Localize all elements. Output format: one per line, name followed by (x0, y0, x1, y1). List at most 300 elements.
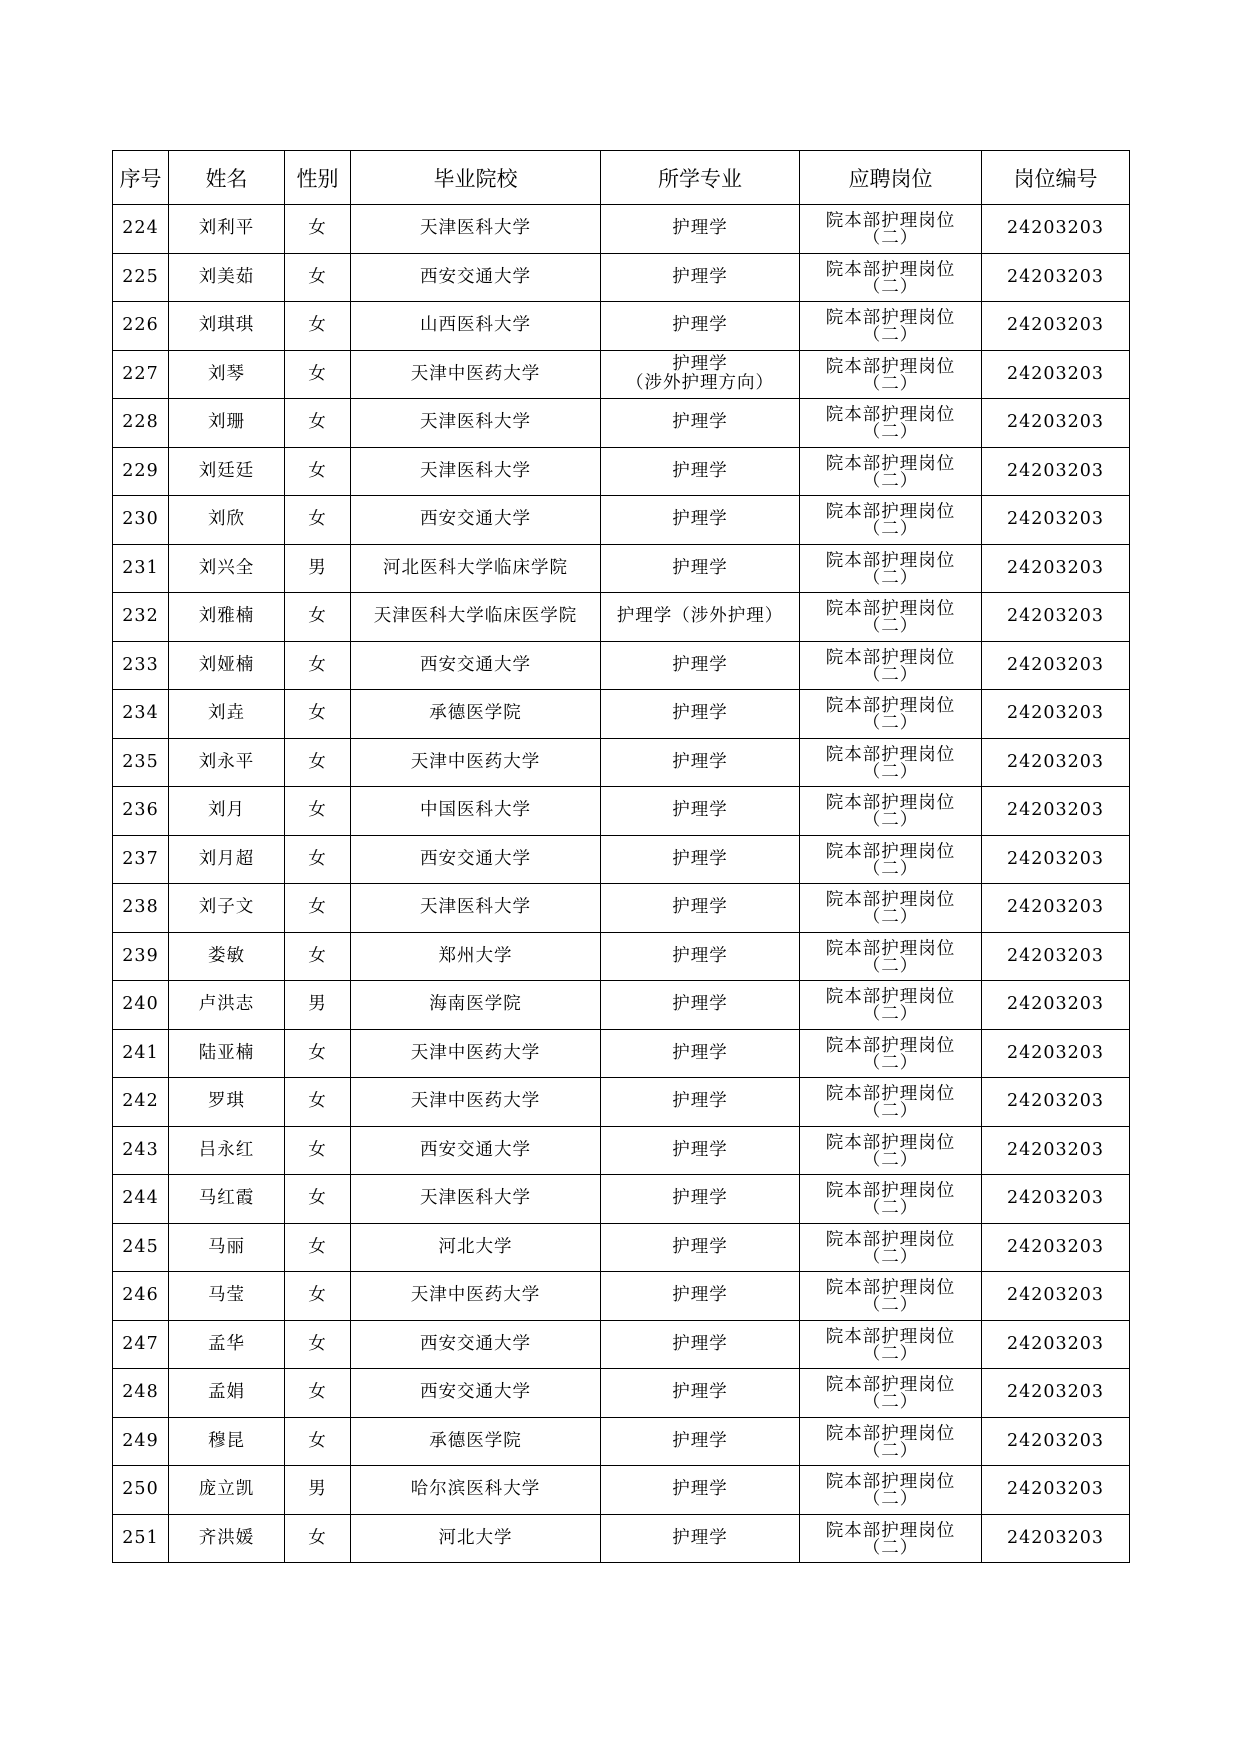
table-row (113, 787, 1130, 836)
cell-post (800, 1369, 982, 1418)
cell-major (601, 593, 800, 642)
table-row (113, 835, 1130, 884)
cell-serial-no: 231 (113, 544, 169, 593)
cell-school: 西安交通大学 (351, 253, 601, 302)
cell-serial-no: 225 (113, 253, 169, 302)
major-text: 护理学 (672, 354, 728, 375)
cell-post-code: 24203203 (982, 1466, 1130, 1515)
table-row (113, 593, 1130, 642)
cell-gender: 女 (285, 1417, 351, 1466)
cell-post-code: 24203203 (982, 1369, 1130, 1418)
post-text-line1: 院本部护理岗位 (825, 696, 956, 717)
cell-post (800, 1320, 982, 1369)
cell-school: 西安交通大学 (351, 496, 601, 545)
header-post: 应聘岗位 (800, 151, 982, 205)
cell-school: 天津中医药大学 (351, 350, 601, 399)
cell-school: 郑州大学 (351, 932, 601, 981)
major-text-line2: （涉外护理方向） (626, 373, 774, 394)
post-text-line2: （二） (862, 1004, 919, 1025)
cell-name: 陆亚楠 (169, 1029, 285, 1078)
post-text-line2: （二） (862, 422, 919, 443)
cell-major (601, 1466, 800, 1515)
cell-serial-no: 247 (113, 1320, 169, 1369)
table-row (113, 884, 1130, 933)
cell-major (601, 302, 800, 351)
cell-serial-no: 235 (113, 738, 169, 787)
major-text: 护理学 (672, 1382, 728, 1403)
post-text-line1: 院本部护理岗位 (825, 405, 956, 426)
cell-gender: 女 (285, 1272, 351, 1321)
cell-post (800, 932, 982, 981)
cell-name: 马莹 (169, 1272, 285, 1321)
table-row (113, 350, 1130, 399)
table-row (113, 205, 1130, 254)
cell-major (601, 1078, 800, 1127)
cell-major (601, 1223, 800, 1272)
header-row (113, 151, 1130, 205)
cell-school: 承德医学院 (351, 690, 601, 739)
cell-school: 西安交通大学 (351, 835, 601, 884)
cell-major (601, 884, 800, 933)
cell-school: 承德医学院 (351, 1417, 601, 1466)
cell-post-code: 24203203 (982, 1320, 1130, 1369)
post-text-line2: （二） (862, 907, 919, 928)
cell-post (800, 835, 982, 884)
cell-name: 庞立凯 (169, 1466, 285, 1515)
post-text-line1: 院本部护理岗位 (825, 1229, 956, 1250)
major-text: 护理学 (672, 897, 728, 918)
major-text: 护理学 (672, 1479, 728, 1500)
cell-major (601, 350, 800, 399)
cell-gender: 女 (285, 1320, 351, 1369)
cell-gender: 女 (285, 690, 351, 739)
cell-post-code: 24203203 (982, 932, 1130, 981)
table-row (113, 496, 1130, 545)
cell-gender: 女 (285, 1175, 351, 1224)
post-text-line2: （二） (862, 276, 919, 297)
cell-major (601, 1514, 800, 1563)
post-text-line2: （二） (862, 955, 919, 976)
cell-major (601, 787, 800, 836)
cell-name: 刘琴 (169, 350, 285, 399)
major-text: 护理学 (672, 1188, 728, 1209)
post-text-line2: （二） (862, 1295, 919, 1316)
cell-major (601, 205, 800, 254)
cell-gender: 女 (285, 205, 351, 254)
post-text-line1: 院本部护理岗位 (825, 356, 956, 377)
cell-school: 天津医科大学 (351, 1175, 601, 1224)
post-text-line2: （二） (862, 1149, 919, 1170)
cell-serial-no: 248 (113, 1369, 169, 1418)
cell-name: 刘永平 (169, 738, 285, 787)
header-serial-no: 序号 (113, 151, 169, 205)
post-text-line1: 院本部护理岗位 (825, 308, 956, 329)
cell-serial-no: 224 (113, 205, 169, 254)
table-header (113, 151, 1130, 205)
cell-school: 河北大学 (351, 1223, 601, 1272)
post-text-line2: （二） (862, 1343, 919, 1364)
major-text: 护理学 (672, 703, 728, 724)
post-text-line1: 院本部护理岗位 (825, 211, 956, 232)
table-row (113, 1514, 1130, 1563)
cell-name: 马丽 (169, 1223, 285, 1272)
post-text-line1: 院本部护理岗位 (825, 987, 956, 1008)
cell-school: 天津医科大学 (351, 447, 601, 496)
cell-name: 娄敏 (169, 932, 285, 981)
post-text-line2: （二） (862, 616, 919, 637)
cell-post-code: 24203203 (982, 350, 1130, 399)
post-text-line2: （二） (862, 373, 919, 394)
cell-serial-no: 244 (113, 1175, 169, 1224)
post-text-line2: （二） (862, 1198, 919, 1219)
post-text-line1: 院本部护理岗位 (825, 599, 956, 620)
cell-serial-no: 230 (113, 496, 169, 545)
post-text-line2: （二） (862, 858, 919, 879)
cell-school: 哈尔滨医科大学 (351, 1466, 601, 1515)
cell-major (601, 399, 800, 448)
major-text: 护理学 (672, 800, 728, 821)
cell-post-code: 24203203 (982, 884, 1130, 933)
major-text: 护理学 (672, 1285, 728, 1306)
cell-school: 山西医科大学 (351, 302, 601, 351)
table-row (113, 253, 1130, 302)
cell-name: 刘兴全 (169, 544, 285, 593)
cell-gender: 女 (285, 787, 351, 836)
cell-post (800, 981, 982, 1030)
cell-name: 吕永红 (169, 1126, 285, 1175)
cell-name: 刘琪琪 (169, 302, 285, 351)
post-text-line1: 院本部护理岗位 (825, 744, 956, 765)
cell-major (601, 1029, 800, 1078)
cell-post-code: 24203203 (982, 1126, 1130, 1175)
cell-gender: 女 (285, 738, 351, 787)
table-row (113, 1272, 1130, 1321)
cell-name: 穆昆 (169, 1417, 285, 1466)
cell-name: 孟娟 (169, 1369, 285, 1418)
cell-serial-no: 227 (113, 350, 169, 399)
post-text-line2: （二） (862, 567, 919, 588)
cell-serial-no: 239 (113, 932, 169, 981)
cell-name: 刘月 (169, 787, 285, 836)
table-row (113, 447, 1130, 496)
cell-major (601, 253, 800, 302)
cell-post (800, 447, 982, 496)
cell-post-code: 24203203 (982, 1029, 1130, 1078)
post-text-line2: （二） (862, 228, 919, 249)
header-school: 毕业院校 (351, 151, 601, 205)
cell-post (800, 1466, 982, 1515)
cell-post (800, 544, 982, 593)
major-text: 护理学 (672, 266, 728, 287)
cell-post (800, 1514, 982, 1563)
header-gender: 性别 (285, 151, 351, 205)
table-body (113, 205, 1130, 1563)
cell-gender: 女 (285, 302, 351, 351)
post-text-line2: （二） (862, 1440, 919, 1461)
cell-serial-no: 249 (113, 1417, 169, 1466)
post-text-line1: 院本部护理岗位 (825, 1132, 956, 1153)
major-text: 护理学 (672, 1527, 728, 1548)
cell-name: 孟华 (169, 1320, 285, 1369)
cell-major (601, 641, 800, 690)
cell-post-code: 24203203 (982, 1514, 1130, 1563)
cell-post-code: 24203203 (982, 981, 1130, 1030)
cell-serial-no: 229 (113, 447, 169, 496)
table-row (113, 1029, 1130, 1078)
table-row (113, 399, 1130, 448)
cell-school: 西安交通大学 (351, 1126, 601, 1175)
cell-serial-no: 228 (113, 399, 169, 448)
cell-gender: 女 (285, 932, 351, 981)
cell-post-code: 24203203 (982, 447, 1130, 496)
cell-school: 天津医科大学临床医学院 (351, 593, 601, 642)
post-text-line1: 院本部护理岗位 (825, 550, 956, 571)
cell-name: 刘利平 (169, 205, 285, 254)
post-text-line1: 院本部护理岗位 (825, 1472, 956, 1493)
cell-post (800, 1175, 982, 1224)
cell-serial-no: 250 (113, 1466, 169, 1515)
cell-post-code: 24203203 (982, 1417, 1130, 1466)
post-text-line1: 院本部护理岗位 (825, 793, 956, 814)
major-text: 护理学 (672, 412, 728, 433)
cell-serial-no: 236 (113, 787, 169, 836)
cell-post (800, 1417, 982, 1466)
major-text: 护理学 (672, 848, 728, 869)
table-row (113, 981, 1130, 1030)
post-text-line2: （二） (862, 1537, 919, 1558)
cell-post-code: 24203203 (982, 399, 1130, 448)
table-row (113, 1175, 1130, 1224)
cell-serial-no: 246 (113, 1272, 169, 1321)
cell-gender: 女 (285, 253, 351, 302)
cell-school: 天津中医药大学 (351, 1029, 601, 1078)
cell-post (800, 641, 982, 690)
header-post-code: 岗位编号 (982, 151, 1130, 205)
cell-serial-no: 243 (113, 1126, 169, 1175)
cell-gender: 女 (285, 884, 351, 933)
cell-post-code: 24203203 (982, 544, 1130, 593)
post-text-line2: （二） (862, 1052, 919, 1073)
cell-gender: 女 (285, 496, 351, 545)
cell-name: 卢洪志 (169, 981, 285, 1030)
table-row (113, 1466, 1130, 1515)
cell-serial-no: 251 (113, 1514, 169, 1563)
post-text-line2: （二） (862, 713, 919, 734)
cell-name: 刘雅楠 (169, 593, 285, 642)
cell-serial-no: 240 (113, 981, 169, 1030)
cell-school: 天津医科大学 (351, 399, 601, 448)
table-row (113, 1126, 1130, 1175)
cell-post-code: 24203203 (982, 738, 1130, 787)
major-text: 护理学 (672, 1042, 728, 1063)
cell-school: 天津医科大学 (351, 884, 601, 933)
post-text-line2: （二） (862, 664, 919, 685)
cell-major (601, 1272, 800, 1321)
cell-gender: 女 (285, 399, 351, 448)
cell-major (601, 932, 800, 981)
cell-gender: 男 (285, 544, 351, 593)
cell-major (601, 1369, 800, 1418)
cell-major (601, 1417, 800, 1466)
table-row (113, 1369, 1130, 1418)
cell-post-code: 24203203 (982, 1175, 1130, 1224)
cell-school: 西安交通大学 (351, 641, 601, 690)
cell-school: 河北大学 (351, 1514, 601, 1563)
cell-post-code: 24203203 (982, 253, 1130, 302)
cell-post (800, 1223, 982, 1272)
cell-name: 刘月超 (169, 835, 285, 884)
cell-post (800, 1078, 982, 1127)
post-text-line2: （二） (862, 761, 919, 782)
cell-major (601, 447, 800, 496)
major-text: 护理学 (672, 1236, 728, 1257)
post-text-line1: 院本部护理岗位 (825, 1035, 956, 1056)
cell-serial-no: 242 (113, 1078, 169, 1127)
major-text: 护理学 (672, 315, 728, 336)
post-text-line2: （二） (862, 470, 919, 491)
cell-serial-no: 238 (113, 884, 169, 933)
cell-post (800, 593, 982, 642)
major-text: 护理学 (672, 1091, 728, 1112)
major-text: 护理学 (672, 945, 728, 966)
header-major: 所学专业 (601, 151, 800, 205)
cell-post (800, 350, 982, 399)
cell-post-code: 24203203 (982, 835, 1130, 884)
cell-school: 西安交通大学 (351, 1369, 601, 1418)
cell-post-code: 24203203 (982, 1223, 1130, 1272)
post-text-line1: 院本部护理岗位 (825, 841, 956, 862)
cell-major (601, 1126, 800, 1175)
table-row (113, 1417, 1130, 1466)
post-text-line1: 院本部护理岗位 (825, 1084, 956, 1105)
cell-school: 天津医科大学 (351, 205, 601, 254)
table-row (113, 738, 1130, 787)
cell-name: 刘娅楠 (169, 641, 285, 690)
cell-post-code: 24203203 (982, 593, 1130, 642)
cell-name: 刘廷廷 (169, 447, 285, 496)
cell-major (601, 835, 800, 884)
cell-post-code: 24203203 (982, 1272, 1130, 1321)
table-row (113, 932, 1130, 981)
cell-school: 河北医科大学临床学院 (351, 544, 601, 593)
cell-school: 中国医科大学 (351, 787, 601, 836)
cell-name: 齐洪媛 (169, 1514, 285, 1563)
major-text: 护理学 (672, 218, 728, 239)
cell-school: 天津中医药大学 (351, 1272, 601, 1321)
cell-school: 海南医学院 (351, 981, 601, 1030)
table-row (113, 1320, 1130, 1369)
post-text-line1: 院本部护理岗位 (825, 502, 956, 523)
cell-post-code: 24203203 (982, 302, 1130, 351)
cell-school: 天津中医药大学 (351, 1078, 601, 1127)
cell-post (800, 787, 982, 836)
post-text-line1: 院本部护理岗位 (825, 1375, 956, 1396)
major-text: 护理学 (672, 557, 728, 578)
cell-gender: 女 (285, 641, 351, 690)
cell-gender: 女 (285, 1078, 351, 1127)
table-row (113, 641, 1130, 690)
cell-post (800, 302, 982, 351)
post-text-line1: 院本部护理岗位 (825, 453, 956, 474)
cell-major (601, 981, 800, 1030)
post-text-line1: 院本部护理岗位 (825, 890, 956, 911)
major-text: 护理学 (672, 994, 728, 1015)
cell-name: 刘珊 (169, 399, 285, 448)
cell-post (800, 1029, 982, 1078)
cell-name: 刘欣 (169, 496, 285, 545)
cell-gender: 男 (285, 981, 351, 1030)
post-text-line2: （二） (862, 810, 919, 831)
post-text-line2: （二） (862, 519, 919, 540)
major-text: 护理学 (672, 460, 728, 481)
cell-name: 刘子文 (169, 884, 285, 933)
cell-post (800, 1126, 982, 1175)
cell-post-code: 24203203 (982, 205, 1130, 254)
cell-major (601, 1320, 800, 1369)
cell-serial-no: 237 (113, 835, 169, 884)
cell-post (800, 884, 982, 933)
cell-name: 马红霞 (169, 1175, 285, 1224)
cell-gender: 女 (285, 1126, 351, 1175)
post-text-line2: （二） (862, 325, 919, 346)
candidate-table (112, 150, 1130, 1563)
major-text: 护理学 (672, 1333, 728, 1354)
cell-gender: 女 (285, 835, 351, 884)
post-text-line2: （二） (862, 1489, 919, 1510)
post-text-line1: 院本部护理岗位 (825, 938, 956, 959)
cell-gender: 女 (285, 1369, 351, 1418)
cell-post-code: 24203203 (982, 690, 1130, 739)
table-row (113, 302, 1130, 351)
cell-serial-no: 232 (113, 593, 169, 642)
major-text: 护理学 (672, 654, 728, 675)
major-text: 护理学 (672, 509, 728, 530)
post-text-line2: （二） (862, 1246, 919, 1267)
post-text-line1: 院本部护理岗位 (825, 1326, 956, 1347)
post-text-line1: 院本部护理岗位 (825, 1423, 956, 1444)
table-row (113, 544, 1130, 593)
cell-gender: 女 (285, 593, 351, 642)
cell-gender: 女 (285, 1223, 351, 1272)
cell-major (601, 738, 800, 787)
cell-gender: 女 (285, 1514, 351, 1563)
cell-serial-no: 226 (113, 302, 169, 351)
post-text-line2: （二） (862, 1392, 919, 1413)
cell-serial-no: 241 (113, 1029, 169, 1078)
cell-post-code: 24203203 (982, 787, 1130, 836)
cell-major (601, 496, 800, 545)
cell-major (601, 544, 800, 593)
cell-post-code: 24203203 (982, 641, 1130, 690)
cell-gender: 女 (285, 447, 351, 496)
cell-serial-no: 234 (113, 690, 169, 739)
cell-post (800, 253, 982, 302)
header-name: 姓名 (169, 151, 285, 205)
post-text-line1: 院本部护理岗位 (825, 259, 956, 280)
major-text: 护理学（涉外护理） (616, 606, 784, 627)
cell-gender: 女 (285, 350, 351, 399)
cell-post (800, 1272, 982, 1321)
post-text-line1: 院本部护理岗位 (825, 1181, 956, 1202)
table-row (113, 690, 1130, 739)
table-row (113, 1078, 1130, 1127)
cell-gender: 女 (285, 1029, 351, 1078)
cell-name: 刘美茹 (169, 253, 285, 302)
cell-post-code: 24203203 (982, 496, 1130, 545)
cell-post (800, 690, 982, 739)
major-text: 护理学 (672, 1139, 728, 1160)
cell-post (800, 738, 982, 787)
